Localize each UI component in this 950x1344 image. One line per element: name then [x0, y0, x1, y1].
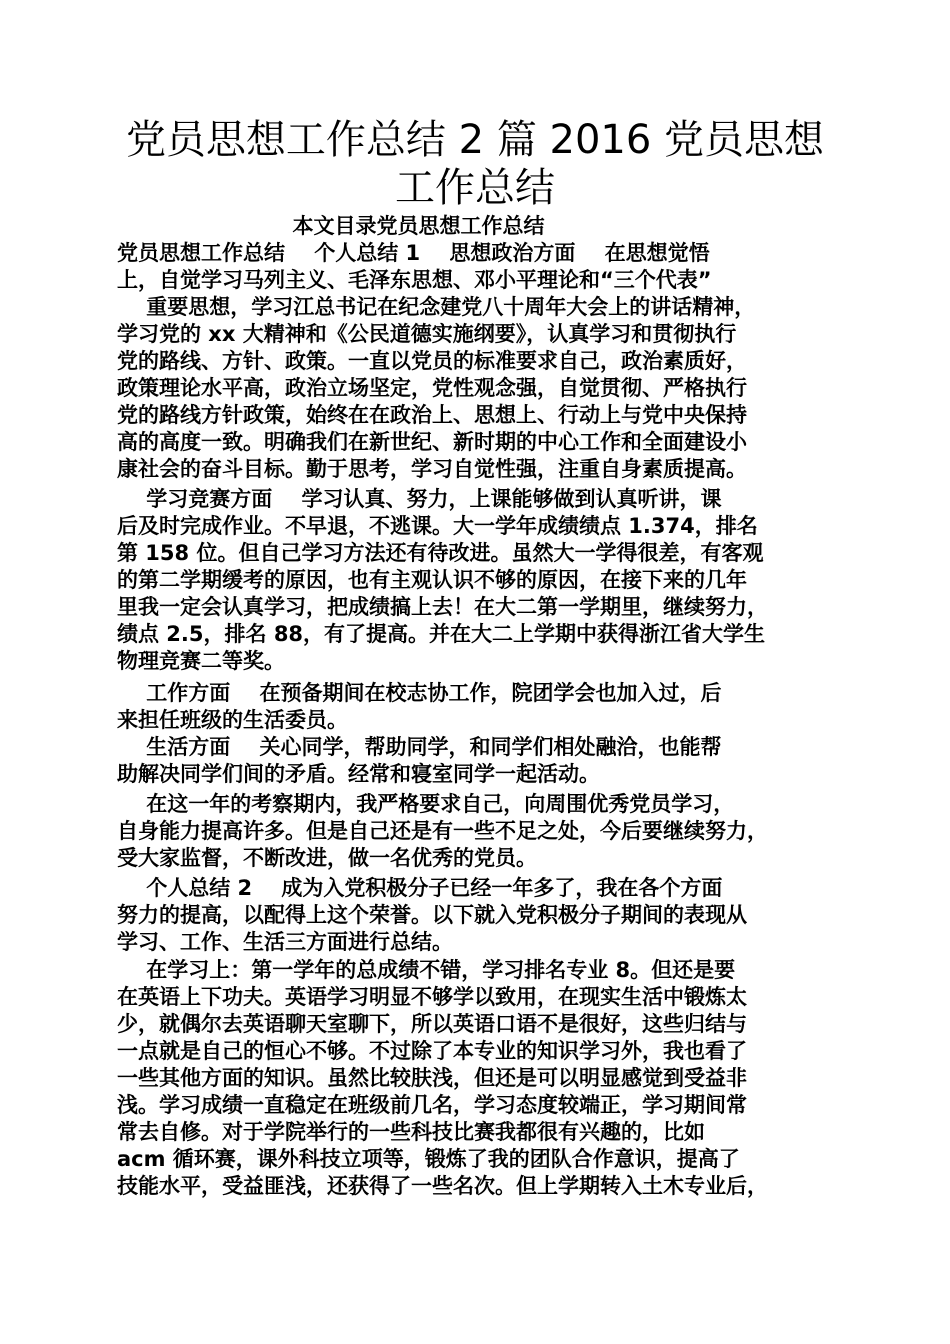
body-line: 政策理论水平高，政治立场坚定，党性观念强，自觉贯彻、严格执行	[117, 376, 747, 400]
body-line: 努力的提高，以配得上这个荣誉。以下就入党积极分子期间的表现从	[117, 903, 747, 927]
body-line: 高的高度一致。明确我们在新世纪、新时期的中心工作和全面建设小	[117, 430, 747, 454]
title-line-1: 党员思想工作总结 2 篇 2016 党员思想	[125, 117, 825, 163]
body-line: 康社会的奋斗目标。勤于思考，学习自觉性强，注重自身素质提高。	[117, 457, 747, 481]
body-line: 一些其他方面的知识。虽然比较肤浅，但还是可以明显感觉到受益非	[117, 1066, 747, 1090]
body-line: 自身能力提高许多。但是自己还是有一些不足之处，今后要继续努力，	[117, 819, 768, 843]
body-line: 在这一年的考察期内，我严格要求自己，向周围优秀党员学习，	[117, 792, 735, 816]
body-line: 学习竞赛方面 学习认真、努力，上课能够做到认真听讲，课	[117, 487, 722, 511]
body-line: 党的路线方针政策，始终在在政治上、思想上、行动上与党中央保持	[117, 403, 747, 427]
body-line: 里我一定会认真学习，把成绩搞上去！在大二第一学期里，继续努力，	[117, 595, 768, 619]
body-line: 个人总结 2 成为入党积极分子已经一年多了，我在各个方面	[117, 876, 723, 900]
body-line: 在英语上下功夫。英语学习明显不够学以致用，在现实生活中锻炼太	[117, 985, 747, 1009]
body-line: 物理竞赛二等奖。	[117, 649, 285, 673]
body-line: 学习党的 xx 大精神和《公民道德实施纲要》，认真学习和贯彻执行	[117, 322, 737, 346]
body-line: 后及时完成作业。不早退，不逃课。大一学年成绩绩点 1.374，排名	[117, 514, 758, 538]
document-title	[100, 116, 850, 212]
body-line: 本文目录党员思想工作总结	[117, 214, 545, 238]
body-line: 党的路线、方针、政策。一直以党员的标准要求自己，政治素质好，	[117, 349, 747, 373]
body-line: 受大家监督，不断改进，做一名优秀的党员。	[117, 846, 537, 870]
body-line: 在学习上：第一学年的总成绩不错，学习排名专业 8。但还是要	[117, 958, 736, 982]
body-line: 生活方面 关心同学，帮助同学，和同学们相处融洽，也能帮	[117, 735, 722, 759]
body-line: 少，就偶尔去英语聊天室聊下，所以英语口语不是很好，这些归结与	[117, 1012, 747, 1036]
body-line: 绩点 2.5，排名 88，有了提高。并在大二上学期中获得浙江省大学生	[117, 622, 766, 646]
body-line: 重要思想，学习江总书记在纪念建党八十周年大会上的讲话精神，	[117, 295, 756, 319]
body-line: 助解决同学们间的矛盾。经常和寝室同学一起活动。	[117, 762, 600, 786]
body-line: acm 循环赛，课外科技立项等，锻炼了我的团队合作意识，提高了	[117, 1147, 740, 1171]
body-line: 学习、工作、生活三方面进行总结。	[117, 930, 453, 954]
body-line: 浅。学习成绩一直稳定在班级前几名，学习态度较端正，学习期间常	[117, 1093, 747, 1117]
body-line: 工作方面 在预备期间在校志协工作，院团学会也加入过，后	[117, 681, 722, 705]
body-line: 一点就是自己的恒心不够。不过除了本专业的知识学习外，我也看了	[117, 1039, 747, 1063]
body-line: 第 158 位。但自己学习方法还有待改进。虽然大一学得很差，有客观	[117, 541, 764, 565]
body-line: 的第二学期缓考的原因，也有主观认识不够的原因，在接下来的几年	[117, 568, 747, 592]
body-line: 技能水平，受益匪浅，还获得了一些名次。但上学期转入土木专业后，	[117, 1174, 768, 1198]
body-line: 党员思想工作总结 个人总结 1 思想政治方面 在思想觉悟	[117, 241, 710, 265]
body-line: 常去自修。对于学院举行的一些科技比赛我都很有兴趣的，比如	[117, 1120, 705, 1144]
body-line: 来担任班级的生活委员。	[117, 708, 348, 732]
title-line-2: 工作总结	[395, 165, 555, 211]
body-line: 上，自觉学习马列主义、毛泽东思想、邓小平理论和“三个代表”	[117, 268, 712, 292]
